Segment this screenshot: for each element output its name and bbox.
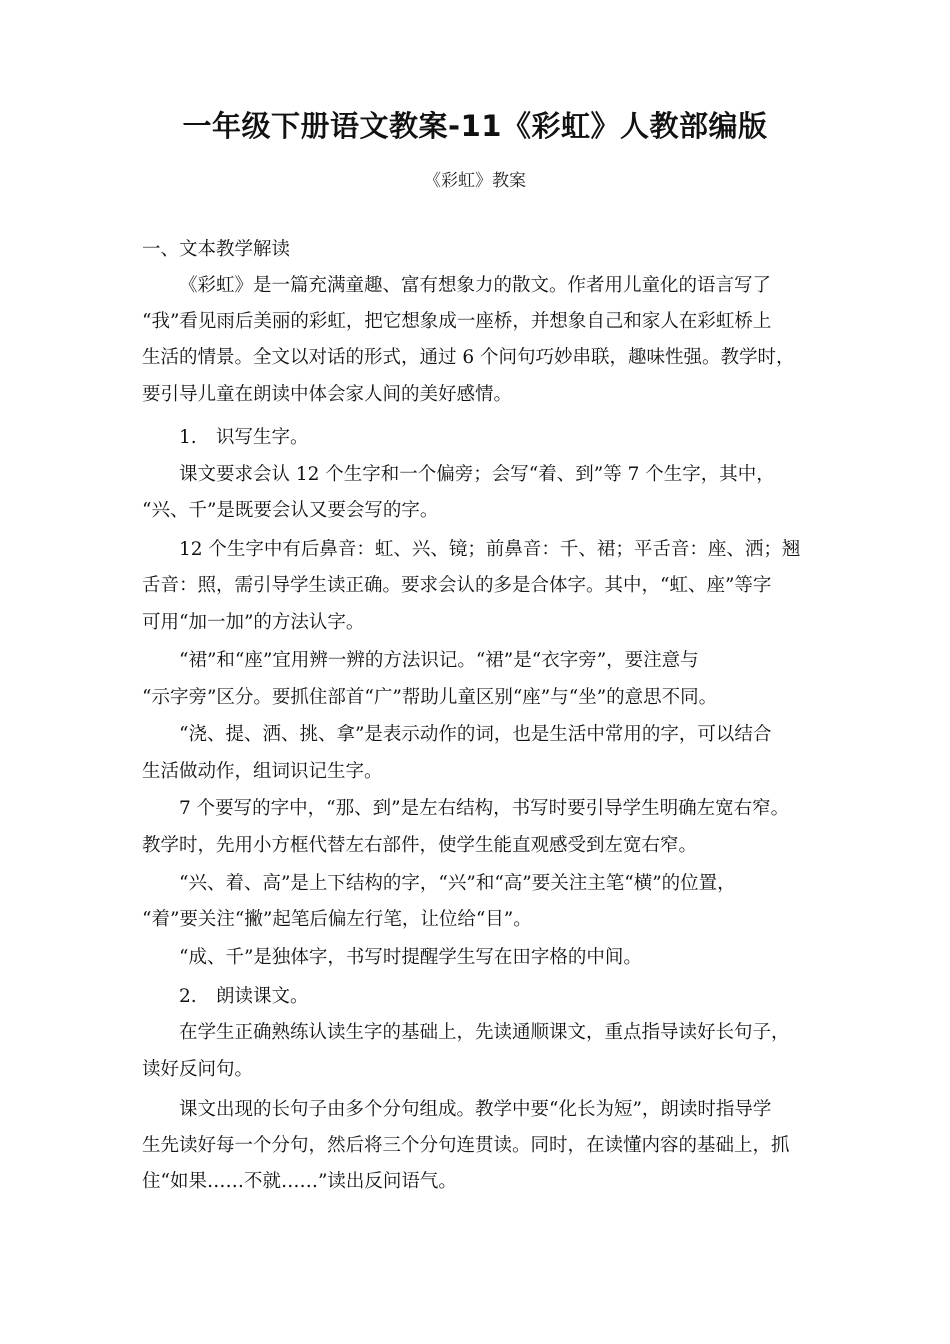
- paragraph-line: 课文要求会认 12 个生字和一个偏旁；会写“着、到”等 7 个生字，其中，: [179, 464, 775, 485]
- paragraph-line: 教学时，先用小方框代替左右部件，使学生能直观感受到左宽右窄。: [142, 835, 698, 856]
- paragraph-line: 课文出现的长句子由多个分句组成。教学中要“化长为短”，朗读时指导学: [179, 1099, 772, 1120]
- paragraph-line: “着”要关注“撇”起笔后偏左行笔，让位给“目”。: [142, 909, 532, 930]
- paragraph-line: 读好反问句。: [142, 1059, 254, 1080]
- document-title: 一年级下册语文教案-11《彩虹》人教部编版: [182, 109, 768, 143]
- paragraph-line: 7 个要写的字中，“那、到”是左右结构，书写时要引导学生明确左宽右窄。: [179, 798, 790, 819]
- numbered-heading-text: 识写生字。: [216, 427, 309, 448]
- paragraph-line: 12 个生字中有后鼻音：虹、兴、镜；前鼻音：千、裙；平舌音：座、洒；翘: [179, 539, 801, 560]
- paragraph-line: “浇、提、洒、挑、拿”是表示动作的词，也是生活中常用的字，可以结合: [179, 724, 772, 745]
- paragraph-line: 住“如果……不就……”读出反问语气。: [142, 1171, 457, 1192]
- paragraph-line: “示字旁”区分。要抓住部首“广”帮助儿童区别“座”与“坐”的意思不同。: [142, 687, 718, 708]
- numbered-heading: [179, 982, 309, 1012]
- section-heading: 一、文本教学解读: [142, 239, 291, 260]
- paragraph-line: 在学生正确熟练认读生字的基础上，先读通顺课文，重点指导读好长句子，: [179, 1022, 790, 1043]
- paragraph-line: 生活的情景。全文以对话的形式，通过 6 个问句巧妙串联，趣味性强。教学时，: [142, 347, 795, 368]
- paragraph-line: 《彩虹》是一篇充满童趣、富有想象力的散文。作者用儿童化的语言写了: [179, 275, 772, 296]
- paragraph-line: 要引导儿童在朗读中体会家人间的美好感情。: [142, 384, 513, 405]
- paragraph-line: 生活做动作，组词识记生字。: [142, 761, 383, 782]
- paragraph-line: “成、千”是独体字，书写时提醒学生写在田字格的中间。: [179, 947, 642, 968]
- document-subtitle: 《彩虹》教案: [424, 171, 526, 191]
- paragraph-line: “我”看见雨后美丽的彩虹，把它想象成一座桥，并想象自己和家人在彩虹桥上: [142, 311, 772, 332]
- paragraph-line: 舌音：照，需引导学生读正确。要求会认的多是合体字。其中，“虹、座”等字: [142, 575, 772, 596]
- numbered-heading: [179, 423, 309, 453]
- numbered-heading-text: 朗读课文。: [216, 986, 309, 1007]
- list-number: 1.: [179, 427, 197, 448]
- paragraph-line: “兴、着、高”是上下结构的字，“兴”和“高”要关注主笔“横”的位置，: [179, 873, 736, 894]
- list-number: 2.: [179, 986, 197, 1007]
- paragraph-line: “裙”和“座”宜用辨一辨的方法识记。“裙”是“衣字旁”，要注意与: [179, 650, 699, 671]
- paragraph-line: “兴、千”是既要会认又要会写的字。: [142, 500, 439, 521]
- paragraph-line: 可用“加一加”的方法认字。: [142, 612, 365, 633]
- paragraph-line: 生先读好每一个分句，然后将三个分句连贯读。同时，在读懂内容的基础上，抓: [142, 1135, 790, 1156]
